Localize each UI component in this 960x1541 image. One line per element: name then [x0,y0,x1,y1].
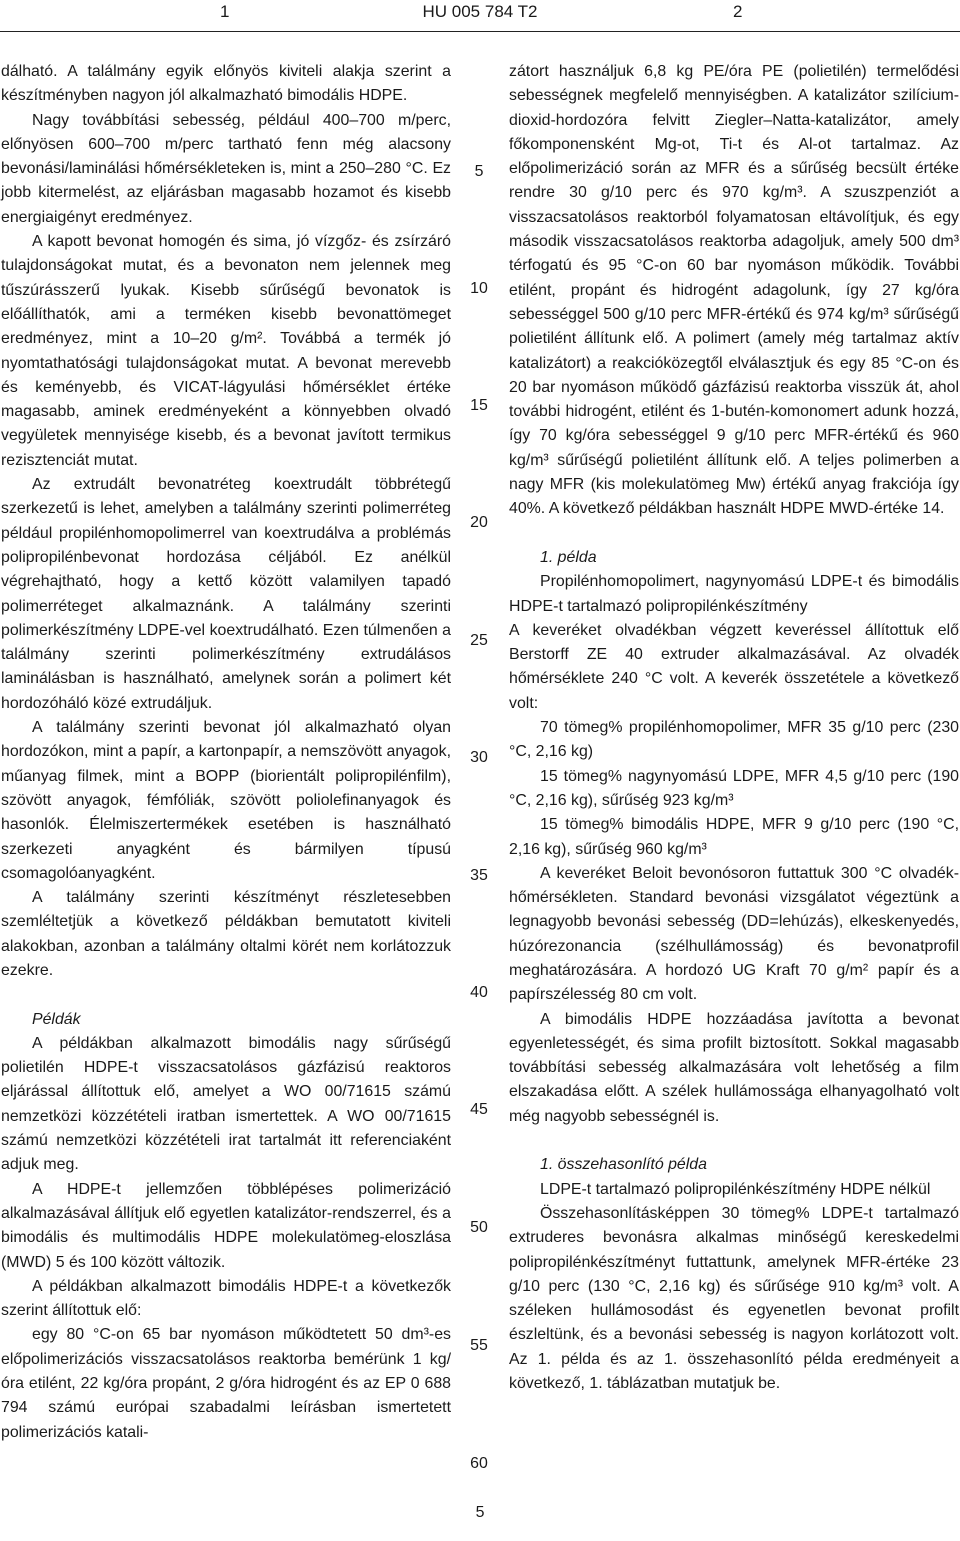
right-column [509,60,959,1396]
paragraph: A példákban alkalmazott bimodális HDPE-t a következők szerint állítottuk elő: [1,1277,451,1320]
paragraph: dálható. A találmány egyik előnyös kiviteli alakja szerint a készítményben nagyon jól alkalmazható bimodális HDPE. [1,63,451,105]
paragraph: A találmány szerinti bevonat jól alkalmazható olyan hordozókon, mint a papír, a kartonpapír, a nemszövött anyagok, műanyag filmek, mint a BOPP (biorientált polipropilénfilm), szövött anyagok, fémfóliák, szövött poliolefinanyagok és hasonlók. Élelmiszertermékek esetében is használható szerkezeti anyagként és bármilyen típusú csomagolóanyagként. [1,719,451,882]
line-number: 60 [470,1455,488,1472]
composition-item: 15 tömeg% bimodális HDPE, MFR 9 g/10 perc (190 °C, 2,16 kg), sűrűség 960 kg/m³ [509,816,959,858]
comparative-example-title: LDPE-t tartalmazó polipropilénkészítmény HDPE nélkül [540,1180,931,1198]
page-header [0,0,960,34]
paragraph: A keveréket olvadékban végzett keveréssel állítottuk elő Berstorff ZE 40 extruder alkalmazásával. Az olvadék hőmérséklete 240 °C volt. A keverék összetétele a következő volt: [509,621,959,712]
paragraph: Összehasonlításképpen 30 tömeg% LDPE-t tartalmazó extruderes bevonásra alkalmas minőségű kereskedelmi polipropilénkészítményt futtattunk, amelynek MFR-értéke 23 g/10 perc (130 °C, 2,16 kg) és sűrűsége 910 kg/m³ volt. A széleken hullámosodást és egyenetlen bevonat profilt észleltünk, és a bevonási sebesség is nagyon korlátozott volt. Az 1. példa és az 1. összehasonlító példa eredményeit a következő, 1. táblázatban mutatjuk be. [509,1204,959,1393]
line-number: 20 [470,514,488,531]
paragraph: A kapott bevonat homogén és sima, jó vízgőz- és zsírzáró tulajdonságokat mutat, és a bevonaton nem jelennek meg tűszúrásszerű lyukak. Kisebb sűrűségű bevonatok is előállíthatók, ami a terméken kisebb bevonattömeget eredményez, mint a 10–20 g/m². Továbbá a termék jó nyomtathatósági tulajdonságokat mutat. A bevonat merevebb és keményebb, és VICAT-lágyulási hőmérséklet értéke magasabb, aminek eredményeként a könnyebben olvadó vegyületek mennyisége kisebb, és a bevonat javított termikus rezisztenciát mutat. [1,233,451,469]
line-number: 55 [470,1337,488,1354]
line-number: 50 [470,1219,488,1236]
left-page-number: 1 [220,2,230,21]
section-heading-examples: Példák [32,1010,81,1028]
example-1-heading: 1. példa [540,548,597,566]
line-number: 30 [470,749,488,766]
line-number: 25 [470,632,488,649]
line-number: 35 [470,867,488,884]
paragraph: A HDPE-t jellemzően többlépéses polimerizáció alkalmazásával állítjuk elő egyetlen katalizátor-rendszerrel, és a bimodális és multimodális HDPE molekulatömeg-eloszlása (MWD) 5 és 100 között változik. [1,1180,451,1271]
composition-item: 15 tömeg% nagynyomású LDPE, MFR 4,5 g/10 perc (190 °C, 2,16 kg), sűrűség 923 kg/m³ [509,767,959,809]
paragraph: zátort használjuk 6,8 kg PE/óra PE (polietilén) termelődési sebességnek megfelelő mennyiségben. A katalizátor szilícium-dioxid-hordozóra felvitt Ziegler–Natta-katalizátor, amely főkomponensként Mg-ot, Ti-t és Al-ot tartalmaz. Az előpolimerizáció során az MFR és a sűrűség becsült értéke rendre 30 g/10 perc és 970 kg/m³. A szuszpenziót a visszacsatolásos reaktorból folyamatosan eltávolítjuk, és egy második visszacsatolásos reaktorba adagoljuk, amely 500 dm³ térfogatú és 95 °C-on 60 bar nyomáson működik. További etilént, propánt és hidrogént adagolunk, így 27 kg/óra sebességgel 500 g/10 perc MFR-értékű és 974 kg/m³ sűrűségű polietilént állítunk elő. A polimert (amely még tartalmaz aktív katalizátort) a reakcióközegtől elválasztjuk és egy 85 °C-on és 20 bar nyomáson működő gázfázisú reaktorba visszük át, ahol további hidrogént, etilént és 1-butén-komonomert adunk hozzá, így 70 kg/óra sebességgel 9 g/10 perc MFR-értékű és 960 kg/m³ sűrűségű polietilént állítunk elő. A teljes polimerben a nagy MFR (kis molekulatömeg Mw) értékű anyag frakciója így 40%. A következő példákban használt HDPE MWD-értéke 14. [509,63,959,518]
paragraph: A bimodális HDPE hozzáadása javította a bevonat egyenletességét, és sima profilt biztosított. Sokkal magasabb továbbítási sebesség alkalmazására volt lehetőség a film elszakadása előtt. A szélek hullámossága elhanyagolható volt még nagyobb sebességnél is. [509,1010,959,1125]
paragraph: Nagy továbbítási sebesség, például 400–700 m/perc, előnyösen 600–700 m/perc tartható fenn még alacsony bevonási/laminálási hőmérsékleteken is, mint a 250–280 °C. Ez jobb kitermelést, az eljárásban magasabb hozamot és kisebb energiaigényt eredményez. [1,111,451,226]
patent-number: HU 005 784 T2 [422,2,538,21]
comparative-example-heading: 1. összehasonlító példa [540,1156,707,1174]
header-rule [0,31,960,32]
paragraph: A találmány szerinti készítményt részletesebben szemléltetjük a következő példákban bemutatott kiviteli alakokban, azonban a találmány oltalmi körét nem korlátozzuk ezekre. [1,889,451,979]
line-number: 5 [474,163,484,180]
paragraph: Az extrudált bevonatréteg koextrudált többrétegű szerkezetű is lehet, amelyben a találmány szerinti polimerréteg például propilénhomopolimerrel van koextrudálva a problémás polipropilénbevonat hordozása céljából. Ez anélkül végrehajtható, hogy a kettő között valamilyen tapadó polimerréteget alkalmaznánk. A találmány szerinti polimerkészítmény LDPE-vel koextrudálható. Ezen túlmenően a találmány szerinti polimerkészítmény extrudálásos laminálásban is használható, amelynek során a polimert két hordozóháló közé extrudáljuk. [1,476,451,712]
paragraph: egy 80 °C-on 65 bar nyomáson működtetett 50 dm³-es előpolimerizációs visszacsatolásos reaktorba bemérünk 1 kg/óra etilént, 22 kg/óra propánt, 2 g/óra hidrogént és az EP 0 688 794 számú európai szabadalmi leírásban ismertetett polimerizációs katali- [1,1326,451,1441]
right-page-number: 2 [733,2,743,21]
example-1-title: Propilénhomopolimert, nagynyomású LDPE-t és bimodális HDPE-t tartalmazó polipropilénkészítmény [509,573,959,615]
paragraph: A keveréket Beloit bevonósoron futtattuk 300 °C olvadék-hőmérsékleten. Standard bevonási vizsgálatot végeztünk a legnagyobb bevonási sebesség (DD=lehúzás), elkeskenyedés, húzórezonancia (szélhullámosság) és bevonatprofil meghatározására. A hordozó UG Kraft 70 g/m² papír és a papírszélesség 80 cm volt. [509,864,959,1004]
line-number: 40 [470,984,488,1001]
page-number: 5 [475,1504,485,1521]
paragraph: A példákban alkalmazott bimodális nagy sűrűségű polietilén HDPE-t visszacsatolásos gázfázisú reaktoros eljárással állítottuk elő, amelyet a WO 00/71615 számú nemzetközi közzétételi iratban ismertettek. A WO 00/71615 számú nemzetközi közzétételi irat tartalmát itt referenciaként adjuk meg. [1,1034,451,1174]
line-number: 45 [470,1101,488,1118]
left-column [1,60,451,1445]
line-number: 15 [470,397,488,414]
line-number: 10 [470,280,488,297]
composition-item: 70 tömeg% propilénhomopolimer, MFR 35 g/10 perc (230 °C, 2,16 kg) [509,719,959,761]
